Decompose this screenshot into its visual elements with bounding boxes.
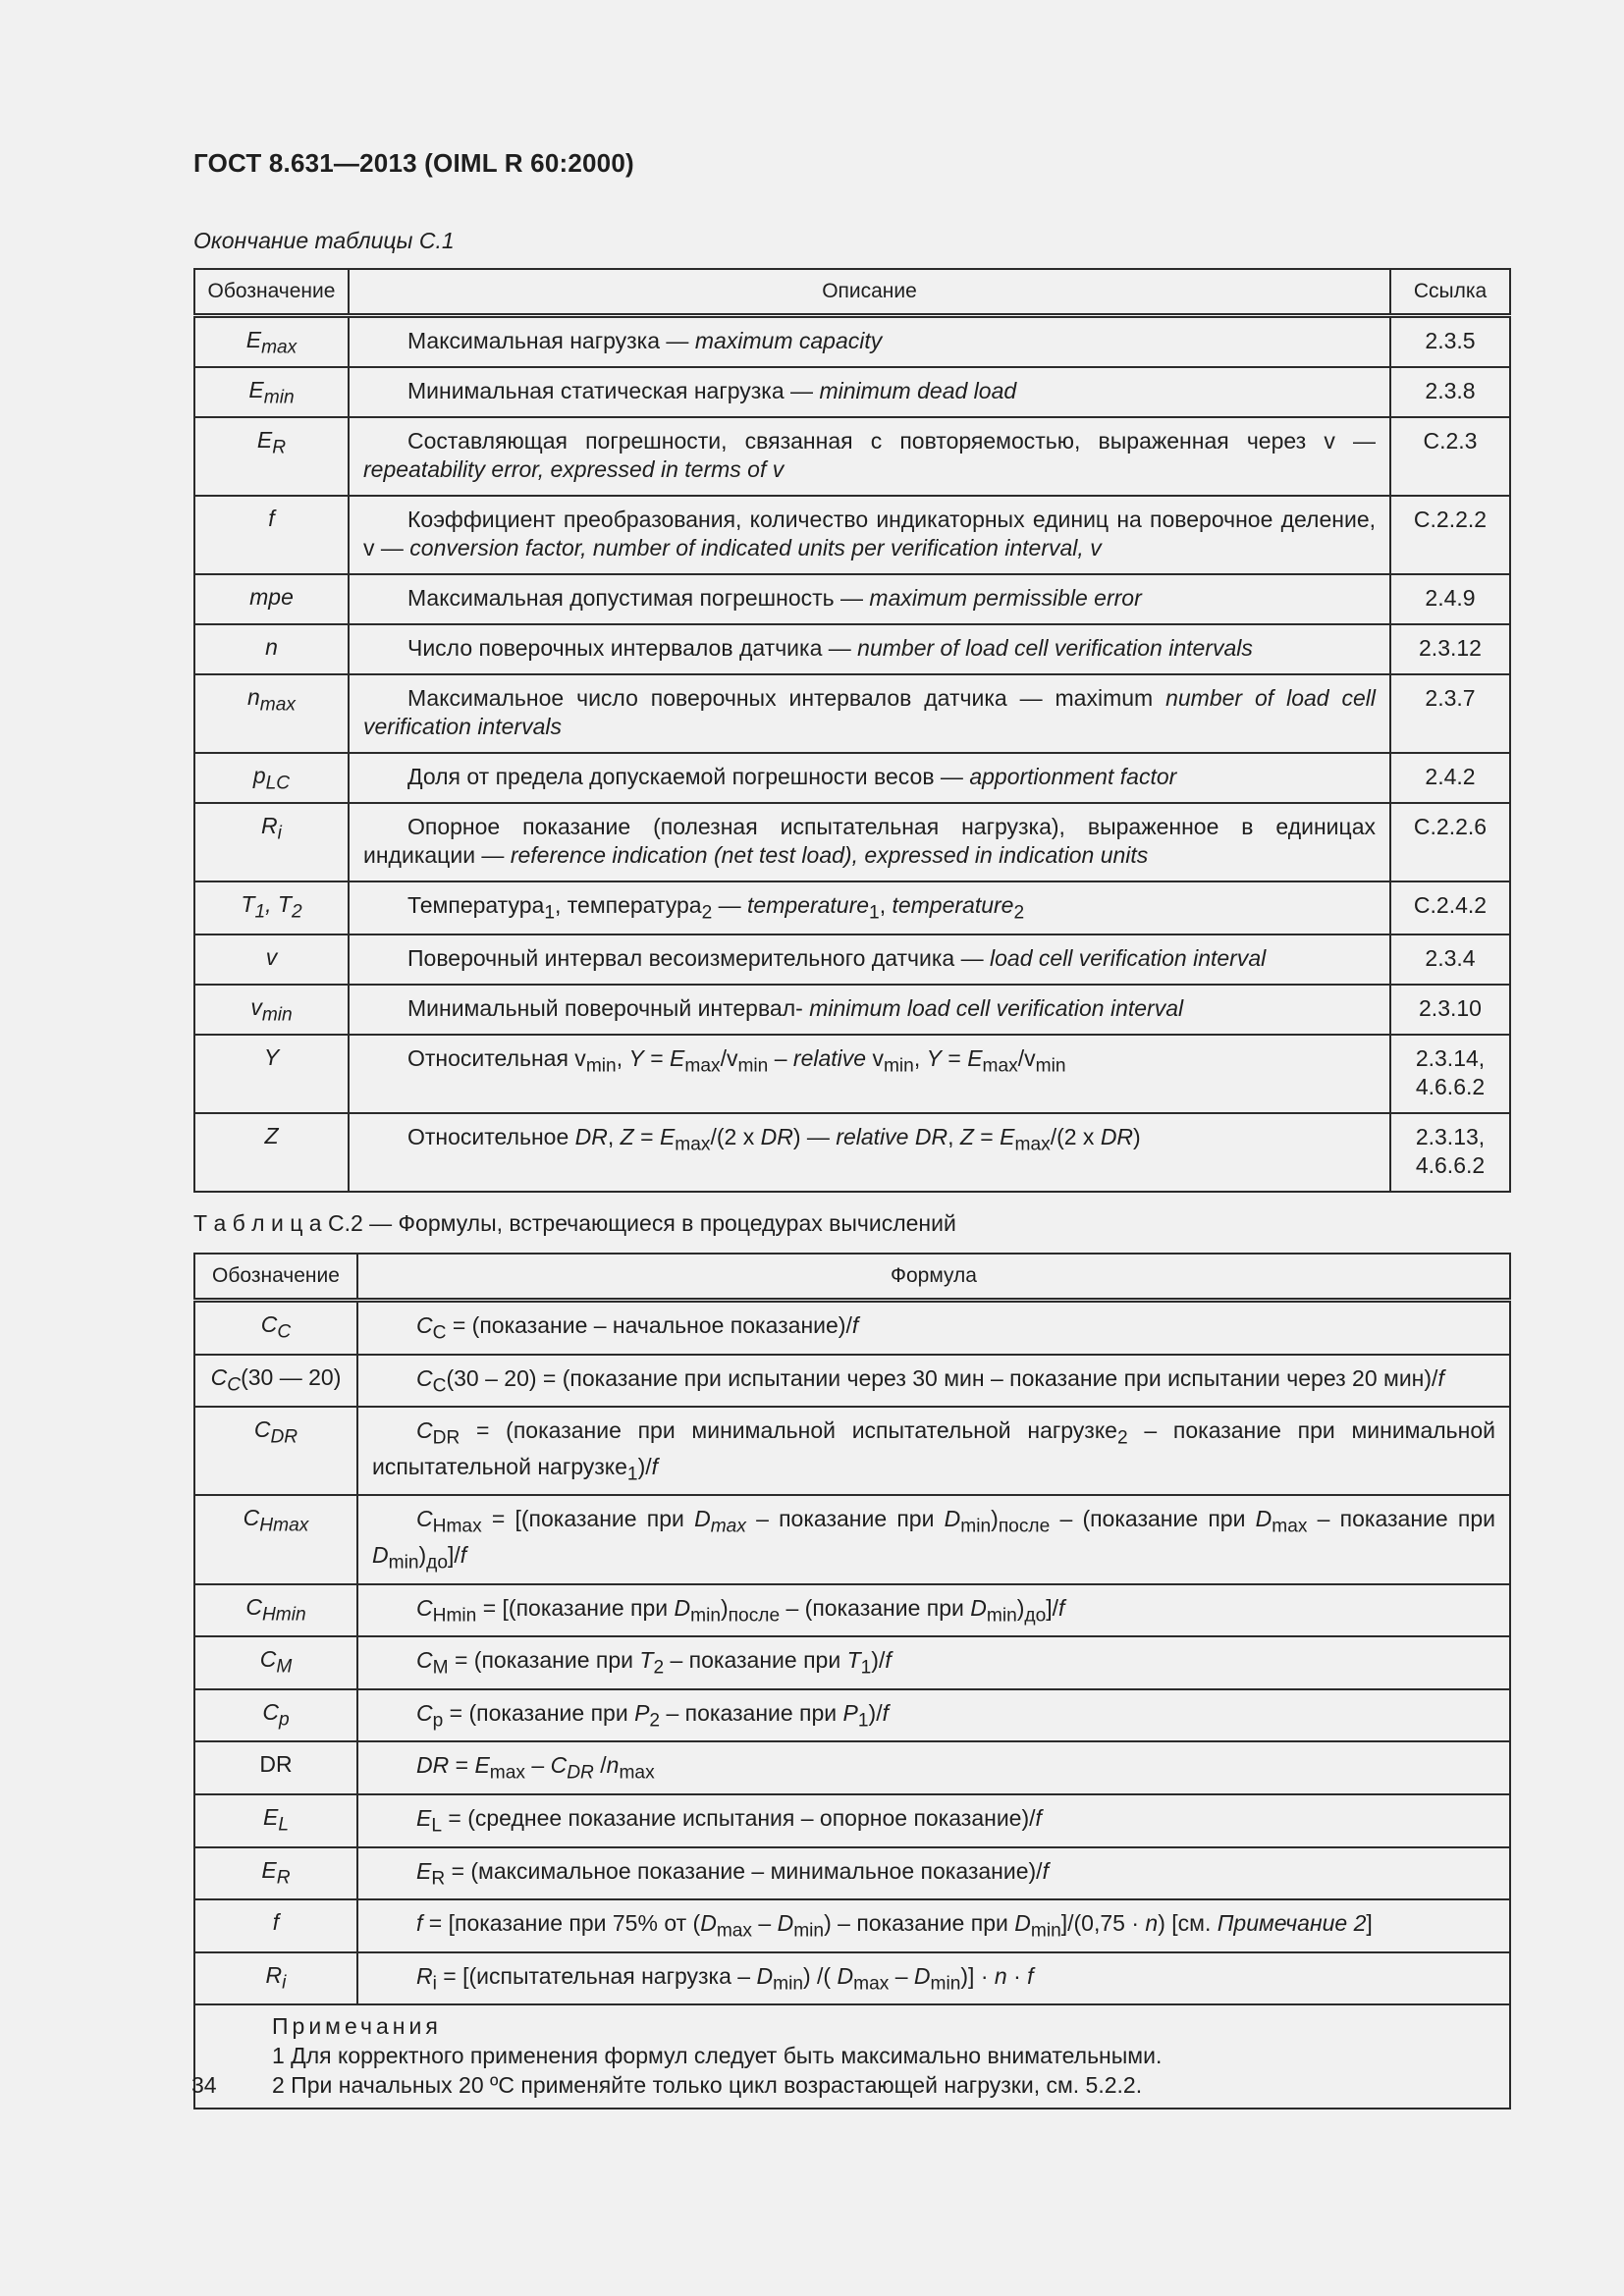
reference-cell: 2.3.4 xyxy=(1390,934,1510,985)
reference-cell: 2.3.5 xyxy=(1390,316,1510,368)
reference-cell: 2.4.2 xyxy=(1390,753,1510,803)
table-row xyxy=(194,1035,1510,1113)
table-row xyxy=(194,985,1510,1035)
symbol-cell: $T_1$, $T_2$ xyxy=(194,881,349,934)
note-item: 2 При начальных 20 ºС применяйте только цикл возрастающей нагрузки, см. 5.2.2. xyxy=(272,2072,1143,2099)
formula-cell: $C_p$ = (показание при $P_2$ – показание при $P_1)/f$ xyxy=(357,1689,1510,1742)
symbol-cell: v xyxy=(194,934,349,985)
table-c2 xyxy=(193,1253,1511,2109)
table-row xyxy=(194,1113,1510,1192)
description-cell: Поверочный интервал весоизмерительного датчика — load cell verification interval xyxy=(349,934,1390,985)
symbol-cell: Z xyxy=(194,1113,349,1192)
table-row xyxy=(194,1794,1510,1847)
symbol-cell: $C_C(30$ — 20) xyxy=(194,1355,357,1408)
formula-cell: f = [показание при 75% от $(D_{max} - D_{min})$ – показание при $D_{min}]/(0,75 \cdot n)$ [см. Примечание 2] xyxy=(357,1899,1510,1952)
symbol-cell: $R_i$ xyxy=(194,803,349,881)
description-cell: Число поверочных интервалов датчика — number of load cell verification intervals xyxy=(349,624,1390,674)
notes-title: Примечания xyxy=(272,2013,442,2040)
notes-row xyxy=(194,2004,1510,2109)
symbol-cell: $E_R$ xyxy=(194,417,349,496)
reference-cell: 2.3.14, 4.6.6.2 xyxy=(1390,1035,1510,1113)
col-header-description: Описание xyxy=(349,269,1390,316)
document-header: ГОСТ 8.631—2013 (OIML R 60:2000) xyxy=(193,148,634,178)
symbol-cell: f xyxy=(194,1899,357,1952)
table-row xyxy=(194,1689,1510,1742)
table-row xyxy=(194,881,1510,934)
table-row xyxy=(194,624,1510,674)
table-row xyxy=(194,417,1510,496)
reference-cell: C.2.3 xyxy=(1390,417,1510,496)
symbol-cell: $R_i$ xyxy=(194,1952,357,2005)
formula-cell: DR = $E_{max} - C_{DR}$ $/n_{max}$ xyxy=(357,1741,1510,1794)
symbol-cell: n xyxy=(194,624,349,674)
description-cell: Коэффициент преобразования, количество индикаторных единиц на поверочное деление, v — conversion factor, number of indicated units per verification interval, v xyxy=(349,496,1390,574)
table-row xyxy=(194,496,1510,574)
reference-cell: C.2.2.2 xyxy=(1390,496,1510,574)
symbol-cell: $C_M$ xyxy=(194,1636,357,1689)
description-cell: Температура$_1$, температура$_2$ — temperature$_1$, temperature$_2$ xyxy=(349,881,1390,934)
description-cell: Максимальная нагрузка — maximum capacity xyxy=(349,316,1390,368)
symbol-cell: $C_{Hmin}$ xyxy=(194,1584,357,1637)
reference-cell: 2.3.12 xyxy=(1390,624,1510,674)
symbol-cell: $n_{max}$ xyxy=(194,674,349,753)
description-cell: Опорное показание (полезная испытательная нагрузка), выраженное в единицах индикации — reference indication (net test load), expressed in indication units xyxy=(349,803,1390,881)
symbol-cell: $C_{Hmax}$ xyxy=(194,1495,357,1583)
formula-cell: $E_L$ = (среднее показание испытания – опорное показание)/f xyxy=(357,1794,1510,1847)
symbol-cell: DR xyxy=(194,1741,357,1794)
description-cell: Минимальный поверочный интервал- minimum load cell verification interval xyxy=(349,985,1390,1035)
description-cell: Минимальная статическая нагрузка — minimum dead load xyxy=(349,367,1390,417)
description-cell: Максимальная допустимая погрешность — maximum permissible error xyxy=(349,574,1390,624)
description-cell: Доля от предела допускаемой погрешности весов — apportionment factor xyxy=(349,753,1390,803)
description-cell: Максимальное число поверочных интервалов датчика — maximum number of load cell verification intervals xyxy=(349,674,1390,753)
reference-cell: C.2.2.6 xyxy=(1390,803,1510,881)
col-header-symbol: Обозначение xyxy=(194,1254,357,1301)
table-row xyxy=(194,753,1510,803)
reference-cell: 2.3.13, 4.6.6.2 xyxy=(1390,1113,1510,1192)
formula-cell: $C_C(30 - 20)$ = (показание при испытании через 30 мин – показание при испытании через 20 мин)/f xyxy=(357,1355,1510,1408)
table-row xyxy=(194,674,1510,753)
symbol-cell: f xyxy=(194,496,349,574)
symbol-cell: mpe xyxy=(194,574,349,624)
table1-caption: Окончание таблицы С.1 xyxy=(193,228,455,253)
symbol-cell: $E_R$ xyxy=(194,1847,357,1900)
table-row xyxy=(194,1847,1510,1900)
table-row xyxy=(194,803,1510,881)
col-header-formula: Формула xyxy=(357,1254,1510,1301)
symbol-cell: $E_L$ xyxy=(194,1794,357,1847)
formula-cell: $R_i$ = [(испытательная нагрузка – $D_{min}$) /( $D_{max} - D_{min})] \cdot n \cdot f$ xyxy=(357,1952,1510,2005)
description-cell: Относительная $v_{min}$, $Y = E_{max}/v_{min}$ – relative $v_{min}$, $Y = E_{max}/v_{min}$ xyxy=(349,1035,1390,1113)
table-row xyxy=(194,1301,1510,1355)
table-row xyxy=(194,1952,1510,2005)
table-c1 xyxy=(193,268,1511,1193)
reference-cell: C.2.4.2 xyxy=(1390,881,1510,934)
table-row xyxy=(194,1741,1510,1794)
symbol-cell: $C_p$ xyxy=(194,1689,357,1742)
col-header-symbol: Обозначение xyxy=(194,269,349,316)
formula-cell: $C_M$ = (показание при $T_2$ – показание при $T_1)/f$ xyxy=(357,1636,1510,1689)
notes-cell xyxy=(194,2004,1510,2109)
table-row xyxy=(194,1899,1510,1952)
formula-cell: $C_{Hmin}$ = [(показание при $D_{min})_{после}$ – (показание при $D_{min})_{до}]/f$ xyxy=(357,1584,1510,1637)
table-row xyxy=(194,934,1510,985)
reference-cell: 2.3.8 xyxy=(1390,367,1510,417)
page-number: 34 xyxy=(191,2072,217,2098)
description-cell: Составляющая погрешности, связанная с повторяемостью, выраженная через v — repeatability error, expressed in terms of v xyxy=(349,417,1390,496)
table-row xyxy=(194,574,1510,624)
table-row xyxy=(194,1495,1510,1583)
reference-cell: 2.4.9 xyxy=(1390,574,1510,624)
description-cell: Относительное DR, $Z = E_{max}/(2$ x DR) — relative DR, $Z = E_{max}/(2$ x DR) xyxy=(349,1113,1390,1192)
table-row xyxy=(194,1584,1510,1637)
formula-cell: $C_{DR}$ = (показание при минимальной испытательной нагрузке$_2$ – показание при минимальной испытательной нагрузке$_1$)/f xyxy=(357,1407,1510,1495)
table-row xyxy=(194,1355,1510,1408)
symbol-cell: $v_{min}$ xyxy=(194,985,349,1035)
col-header-reference: Ссылка xyxy=(1390,269,1510,316)
table-row xyxy=(194,316,1510,368)
reference-cell: 2.3.7 xyxy=(1390,674,1510,753)
reference-cell: 2.3.10 xyxy=(1390,985,1510,1035)
symbol-cell: $E_{max}$ xyxy=(194,316,349,368)
symbol-cell: $C_C$ xyxy=(194,1301,357,1355)
table-row xyxy=(194,1636,1510,1689)
symbol-cell: Y xyxy=(194,1035,349,1113)
table-row xyxy=(194,367,1510,417)
symbol-cell: $p_{LC}$ xyxy=(194,753,349,803)
formula-cell: $C_C$ = (показание – начальное показание)/f xyxy=(357,1301,1510,1355)
note-item: 1 Для корректного применения формул следует быть максимально внимательными. xyxy=(272,2043,1163,2069)
formula-cell: $C_{Hmax}$ = [(показание при $D_{max}$ – показание при $D_{min})_{после}$ – (показание при $D_{max}$ – показание при $D_{min})_{до}]/f$ xyxy=(357,1495,1510,1583)
formula-cell: $E_R$ = (максимальное показание – минимальное показание)/f xyxy=(357,1847,1510,1900)
table-row xyxy=(194,1407,1510,1495)
table2-caption: Т а б л и ц а С.2 — Формулы, встречающиеся в процедурах вычислений xyxy=(193,1210,956,1236)
symbol-cell: $E_{min}$ xyxy=(194,367,349,417)
symbol-cell: $C_{DR}$ xyxy=(194,1407,357,1495)
